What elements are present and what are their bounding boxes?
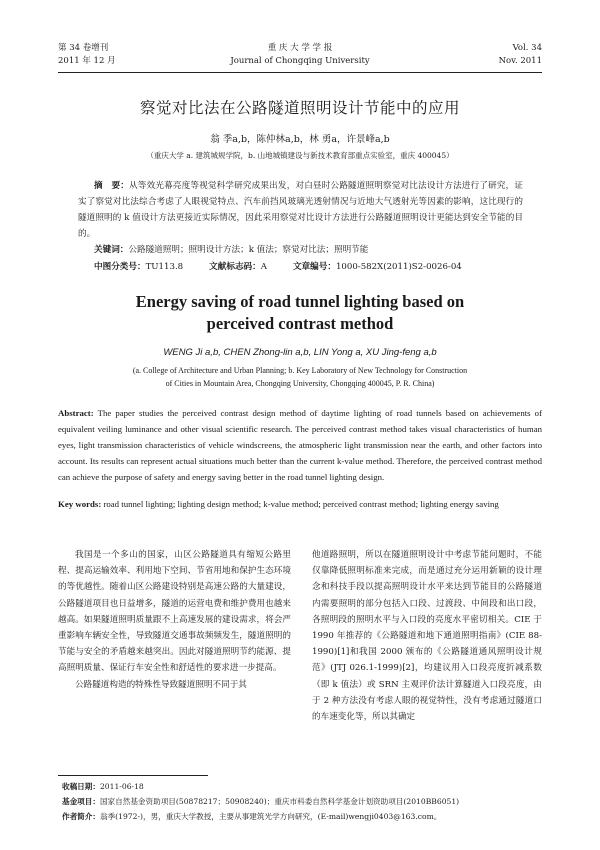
chinese-abstract: [78, 178, 523, 242]
chinese-authors: 翁 季a,b，陈仲林a,b，林 勇a，许景峰a,b: [210, 134, 390, 145]
abstract-label-en: Abstract:: [58, 408, 94, 418]
article-number-value: 1000-582X(2011)S2-0026-04: [335, 262, 462, 272]
received-label: 收稿日期：: [62, 782, 100, 791]
journal-name-cn: 重 庆 大 学 学 报: [267, 43, 333, 53]
author-bio-value: 翁季(1972-)，男，重庆大学教授，主要从事建筑光学方向研究，(E-mail)wengji0403@163.com。: [99, 812, 442, 821]
author-bio: [62, 811, 542, 822]
fund-info: [62, 796, 542, 807]
keywords-label-en: Key words:: [58, 499, 102, 509]
header-divider: [58, 72, 542, 73]
journal-name-en: Journal of Chongqing University: [230, 56, 370, 66]
received-date: [62, 781, 542, 792]
english-affiliation-line2: of Cities in Mountain Area, Chongqing University, Chongqing 400045, P. R. China): [165, 379, 435, 388]
article-number-label: 文章编号：: [292, 262, 336, 272]
english-title: [0, 291, 600, 335]
english-affiliation: [0, 364, 600, 390]
chinese-keywords: [94, 243, 524, 257]
english-keywords: [58, 496, 542, 512]
chinese-affiliation: （重庆大学 a. 建筑城规学院，b. 山地城镇建设与新技术教育部重点实验室，重庆 400045）: [146, 151, 454, 160]
english-affiliation-line1: (a. College of Architecture and Urban Planning; b. Key Laboratory of New Technology for Construction: [132, 366, 468, 375]
date-en: Nov. 2011: [498, 56, 542, 66]
body-paragraph: 我国是一个多山的国家，山区公路隧道具有缩短公路里程、提高运输效率、利用地下空间、节省用地和保护生态环境的等优越性。随着山区公路建设特别是高速公路的大量建设，公路隧道项目也日益增多，隧道的运营电费和维护费用也越来越高。如果隧道照明质量跟不上高速发展的建设需求，将会严重影响车辆安全性，导致隧道交通事故频频发生，隧道照明的节能与安全的矛盾越来越突出。因此对隧道照明节约能源、提高照明质量、保证行车安全性和舒适性的要求进一步提高。: [58, 550, 291, 674]
author-bio-label: 作者简介：: [62, 812, 100, 821]
class-number-value: TU113.8: [145, 262, 184, 272]
issue-date: 2011 年 12 月: [58, 56, 116, 66]
body-right-column: [312, 547, 542, 725]
journal-volume-en: [499, 42, 542, 68]
fund-label: 基金项目：: [62, 797, 100, 806]
volume-en: Vol. 34: [512, 43, 542, 53]
fund-value: 国家自然基金资助项目(50878217；50908240)；重庆市科委自然科学基金计划资助项目(2010BB6051): [99, 797, 460, 806]
keywords-text-en: road tunnel lighting; lighting design method; k-value method; perceived contrast method; lighting energy saving: [103, 499, 499, 509]
doc-code-label: 文献标志码：: [209, 262, 261, 272]
received-value: 2011-06-18: [99, 782, 144, 791]
footnote-divider: [58, 775, 208, 776]
abstract-text-en: The paper studies the perceived contrast design method of daytime lighting of road tunnels based on achievements of equivalent veiling luminance and other visual scientific research. The perceived contrast method takes visual characteristics of human eyes, light transmission characteristics of vehicle windscreens, the atmospheric light transmission near the earth, and other factors into account. Its results can represent actual situations much better than the current k-value method. Therefore, the perceived contrast method can achieve the purpose of safety and energy saving better in the road tunnel lighting design.: [58, 408, 542, 482]
english-abstract: [58, 405, 542, 485]
class-number-label: 中图分类号：: [94, 262, 146, 272]
volume-label: 第 34 卷增刊: [58, 43, 109, 53]
english-authors: WENG Ji a,b, CHEN Zhong-lin a,b, LIN Yong a, XU Jing-feng a,b: [163, 347, 437, 358]
chinese-title: 察觉对比法在公路隧道照明设计节能中的应用: [139, 99, 460, 117]
abstract-label-cn: 摘 要：: [94, 181, 130, 191]
keywords-label-cn: 关键词：: [94, 245, 129, 255]
english-title-line2: perceived contrast method: [206, 314, 394, 333]
body-paragraph: 他道路照明，所以在隧道照明设计中考虑节能问题时，不能仅靠降低照明标准来完成，而是通过充分运用新颖的设计理念和科技手段以提高照明设计水平来达到节能目的公路隧道内需要照明的部分包括入口段、过渡段、中间段和出口段，各照明段的照明水平与入口段的亮度水平密切相关。CIE 于 1990 年推荐的《公路隧道和地下通道照明指南》(CIE 88-1990)[1]和我国 2000 颁布的《公路隧道通风照明设计规范》(JTJ 026.1-1999)[2]，均建议用入口段亮度折减系数（即 k 值法）或 SRN 主观评价法计算隧道入口段亮度，由于 2 种方法没有考虑人眼的视觉特性，没有考虑通过隧道口的车速变化等，所以其确定: [312, 550, 542, 723]
keywords-text-cn: 公路隧道照明；照明设计方法；k 值法；察觉对比法；照明节能: [128, 245, 369, 255]
body-left-column: [58, 547, 291, 693]
doc-code-value: A: [260, 262, 267, 272]
abstract-text-cn: 从等效光幕亮度等视觉科学研究成果出发，对白昼时公路隧道照明察觉对比法设计方法进行了研究，证实了察觉对比法综合考虑了人眼视觉特点、汽车前挡风玻璃光透射情况与近地大气透射光等因素的影响，这比现行的隧道照明的 k 值设计方法更接近实际情况，因此采用察觉对比设计方法进行公路隧道照明设计更能达到安全节能的目的。: [78, 181, 523, 239]
classification-line: [94, 260, 534, 274]
english-title-line1: Energy saving of road tunnel lighting based on: [135, 292, 465, 311]
body-paragraph: 公路隧道构造的特殊性导致隧道照明不同于其: [75, 679, 247, 690]
